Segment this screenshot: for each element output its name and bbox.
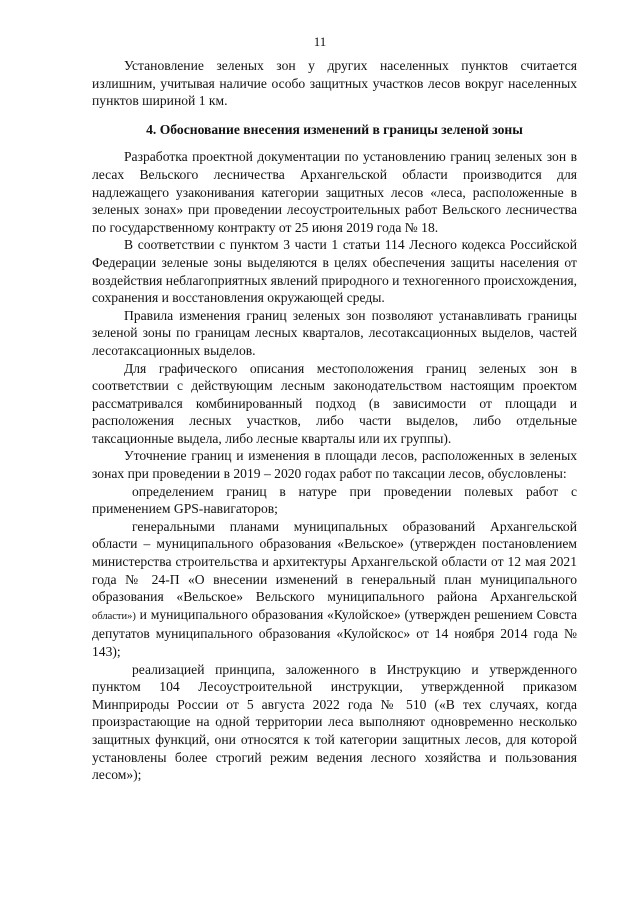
general-plans-text-continued: и муниципального образования «Кулойское» (утвержден решением Совста депутатов муниципального образования «Кулойскос» от 14 ноября 2014 года № 143); bbox=[92, 606, 577, 659]
page-number: 11 bbox=[313, 34, 327, 49]
paragraph-graphic-description: Для графического описания местоположения границ зеленых зон в соответствии с действующим лесным законодательством настоящим проектом рассматривался комбинированный подход (в зависимости от площади и расположения лесных участков, либо части выделов, либо отдельные таксационные выдела, либо лесные кварталы или их группы). bbox=[92, 360, 577, 446]
list-item-general-plans bbox=[92, 518, 577, 661]
paragraph-green-zones-excess: Установление зеленых зон у других населенных пунктов считается излишним, учитывая наличие особо защитных участков лесов вокруг населенных пунктов шириной 1 км. bbox=[92, 58, 577, 109]
general-plans-text: генеральными планами муниципальных образований Архангельской области – муниципального образования «Вельское» (утвержден постановлением министерства строительства и архитектуры Архангельской области от 12 мая 2021 года № 24-П «О внесении изменений в генеральный план муниципального образования «Вельское» Вельского муниципального района Архангельской bbox=[92, 518, 577, 605]
paragraph-boundary-refinement: Уточнение границ и изменения в площади лесов, расположенных в зеленых зонах при проведении в 2019 – 2020 годах работ по таксации лесов, обусловлены: bbox=[92, 448, 577, 482]
paragraph-project-documentation: Разработка проектной документации по установлению границ зеленых зон в лесах Вельского лесничества Архангельской области производится для надлежащего узаконивания категории защитных лесов «леса, расположенные в зеленых зонах» при проведении лесоустроительных работ Вельского лесничества по государственному контракту от 25 июня 2019 года № 18. bbox=[92, 149, 577, 235]
paragraph-forest-code: В соответствии с пунктом 3 части 1 статьи 114 Лесного кодекса Российской Федерации зеленые зоны выделяются в целях обеспечения защиты населения от воздействия неблагоприятных явлений природного и техногенного происхождения, сохранения и восстановления окружающей среды. bbox=[92, 237, 577, 306]
general-plans-small-text: области») bbox=[92, 610, 136, 622]
document-body bbox=[92, 57, 577, 784]
list-item-principle: реализацией принципа, заложенного в Инструкцию и утвержденного пунктом 104 Лесоустроительной инструкции, утвержденной приказом Минприроды России от 5 августа 2022 года № 510 («В тех случаях, когда произрастающие на одной территории леса выполняют одновременно несколько защитных функций, они относятся к той категории защитных лесов, для которой установлены более строгий режим ведения лесного хозяйства и пользования лесом»); bbox=[92, 661, 577, 783]
section-heading: 4. Обоснование внесения изменений в границы зеленой зоны bbox=[146, 121, 523, 137]
list-item-gps: определением границ в натуре при проведении полевых работ с применением GPS-навигаторов; bbox=[92, 483, 577, 517]
paragraph-boundary-rules: Правила изменения границ зеленых зон позволяют устанавливать границы зеленой зоны по границам лесных кварталов, лесотаксационных выделов, частей лесотаксационных выделов. bbox=[92, 307, 577, 358]
